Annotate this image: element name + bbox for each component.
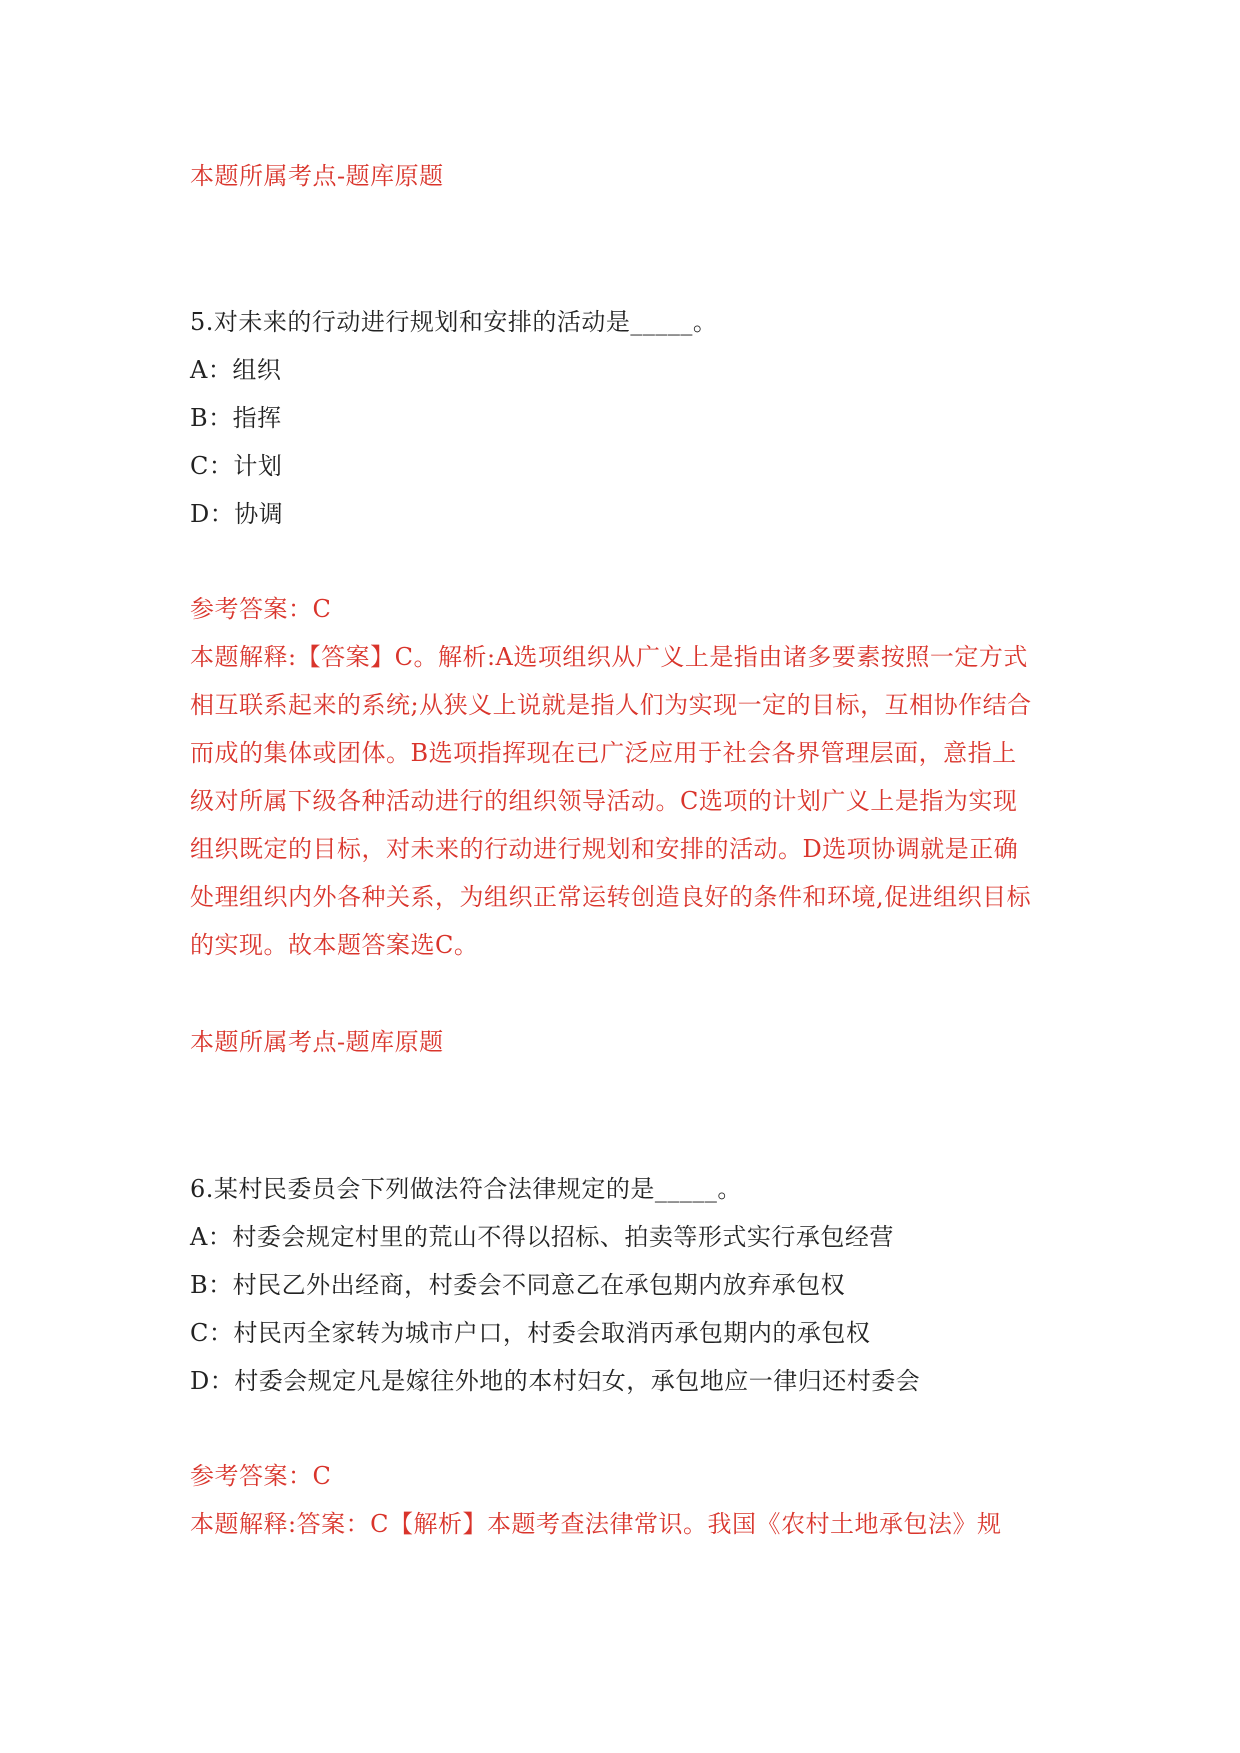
question-6-option-d: D：村委会规定凡是嫁往外地的本村妇女，承包地应一律归还村委会 — [190, 1367, 921, 1395]
question-6-stem: 6.某村民委员会下列做法符合法律规定的是_____。 — [190, 1175, 742, 1203]
question-5-option-d: D：协调 — [190, 500, 284, 528]
question-5-stem: 5.对未来的行动进行规划和安排的活动是_____。 — [190, 308, 718, 336]
question-5-explanation-line-4: 级对所属下级各种活动进行的组织领导活动。C选项的计划广义上是指为实现 — [190, 787, 1018, 815]
question-5-explanation-line-5: 组织既定的目标，对未来的行动进行规划和安排的活动。D选项协调就是正确 — [190, 835, 1019, 863]
question-6-option-a: A：村委会规定村里的荒山不得以招标、拍卖等形式实行承包经营 — [190, 1223, 894, 1251]
question-5-option-b: B：指挥 — [190, 404, 282, 432]
question-6-option-c: C：村民丙全家转为城市户口，村委会取消丙承包期内的承包权 — [190, 1319, 871, 1347]
question-6-explanation-line-1: 本题解释:答案：C【解析】本题考查法律常识。我国《农村土地承包法》规 — [190, 1510, 1002, 1538]
question-5-option-a: A：组织 — [190, 356, 282, 384]
question-5-explanation-line-2: 相互联系起来的系统;从狭义上说就是指人们为实现一定的目标，互相协作结合 — [190, 691, 1032, 719]
question-6-answer: 参考答案：C — [190, 1462, 332, 1490]
topic-source-label: 本题所属考点-题库原题 — [190, 1028, 444, 1056]
question-5-explanation-line-1: 本题解释:【答案】C。解析:A选项组织从广义上是指由诸多要素按照一定方式 — [190, 643, 1028, 671]
topic-source-label: 本题所属考点-题库原题 — [190, 162, 444, 190]
question-6-option-b: B：村民乙外出经商，村委会不同意乙在承包期内放弃承包权 — [190, 1271, 846, 1299]
question-5-option-c: C：计划 — [190, 452, 283, 480]
question-5-answer: 参考答案：C — [190, 595, 332, 623]
question-5-explanation-line-7: 的实现。故本题答案选C。 — [190, 931, 479, 959]
question-5-explanation-line-3: 而成的集体或团体。B选项指挥现在已广泛应用于社会各界管理层面，意指上 — [190, 739, 1017, 767]
question-5-explanation-line-6: 处理组织内外各种关系，为组织正常运转创造良好的条件和环境,促进组织目标 — [190, 883, 1032, 911]
